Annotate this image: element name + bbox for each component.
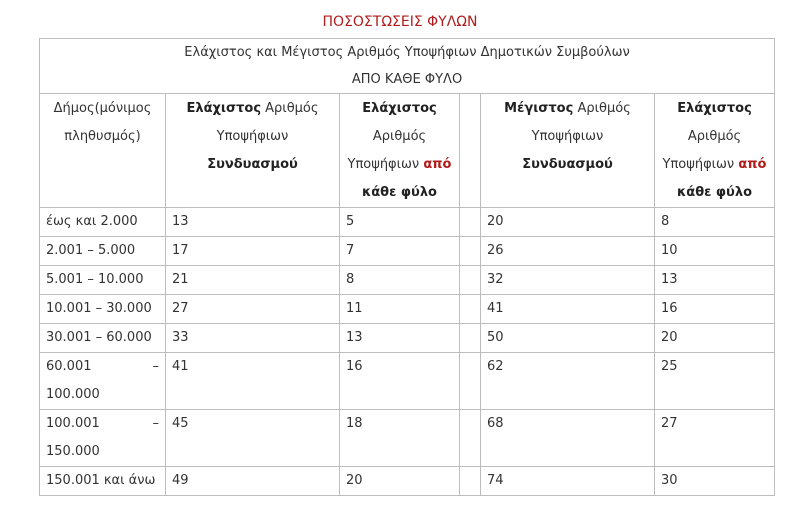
cell-population: 2.001 – 5.000 — [40, 237, 166, 266]
header-min-combo: Ελάχιστος Αριθμός Υποψήφιων Συνδυασμού — [166, 94, 340, 208]
table-row — [40, 324, 775, 353]
cell-max-combo: 20 — [481, 208, 655, 237]
cell-separator — [460, 410, 481, 467]
cell-min-gender: 11 — [340, 295, 460, 324]
cell-min-combo: 49 — [166, 467, 340, 496]
cell-min2-gender: 8 — [655, 208, 775, 237]
table-row — [40, 237, 775, 266]
cell-min-combo: 21 — [166, 266, 340, 295]
header-max-combo: Μέγιστος Αριθμός Υποψήφιων Συνδυασμού — [481, 94, 655, 208]
cell-min2-gender: 13 — [655, 266, 775, 295]
table-row — [40, 208, 775, 237]
cell-min-combo: 45 — [166, 410, 340, 467]
cell-population: έως και 2.000 — [40, 208, 166, 237]
cell-min2-gender: 30 — [655, 467, 775, 496]
cell-min-gender: 7 — [340, 237, 460, 266]
table-row — [40, 266, 775, 295]
table-row — [40, 295, 775, 324]
cell-min2-gender: 27 — [655, 410, 775, 467]
cell-max-combo: 41 — [481, 295, 655, 324]
cell-separator — [460, 208, 481, 237]
cell-min-combo: 27 — [166, 295, 340, 324]
cell-min-gender: 18 — [340, 410, 460, 467]
cell-separator — [460, 266, 481, 295]
page-title: ΠΟΣΟΣΤΩΣΕΙΣ ΦΥΛΩΝ — [322, 14, 478, 30]
table-row — [40, 353, 775, 410]
cell-population: 30.001 – 60.000 — [40, 324, 166, 353]
cell-population: 100.001 – 150.000 — [40, 410, 166, 467]
cell-max-combo: 68 — [481, 410, 655, 467]
header-min-gender: Ελάχιστος Αριθμός Υποψήφιων από κάθε φύλο — [340, 94, 460, 208]
cell-min-combo: 41 — [166, 353, 340, 410]
cell-population: 60.001 – 100.000 — [40, 353, 166, 410]
cell-max-combo: 32 — [481, 266, 655, 295]
header-min2-gender: Ελάχιστος Αριθμός Υποψήφιων από κάθε φύλο — [655, 94, 775, 208]
cell-max-combo: 26 — [481, 237, 655, 266]
cell-separator — [460, 295, 481, 324]
cell-min2-gender: 25 — [655, 353, 775, 410]
cell-population: 10.001 – 30.000 — [40, 295, 166, 324]
cell-separator — [460, 237, 481, 266]
cell-min2-gender: 20 — [655, 324, 775, 353]
caption-line-1: Ελάχιστος και Μέγιστος Αριθμός Υποψήφιων Δημοτικών Συμβούλων — [184, 45, 630, 60]
cell-max-combo: 50 — [481, 324, 655, 353]
cell-max-combo: 74 — [481, 467, 655, 496]
table-row — [40, 467, 775, 496]
cell-separator — [460, 353, 481, 410]
cell-min-gender: 8 — [340, 266, 460, 295]
candidates-table — [39, 38, 775, 496]
cell-min-gender: 20 — [340, 467, 460, 496]
cell-separator — [460, 324, 481, 353]
header-separator — [460, 94, 481, 208]
table-row — [40, 410, 775, 467]
cell-min2-gender: 10 — [655, 237, 775, 266]
cell-population: 150.001 και άνω — [40, 467, 166, 496]
header-population: Δήμος(μόνιμος πληθυσμός) — [40, 94, 166, 208]
cell-min-gender: 13 — [340, 324, 460, 353]
cell-max-combo: 62 — [481, 353, 655, 410]
cell-min-combo: 13 — [166, 208, 340, 237]
cell-min-gender: 5 — [340, 208, 460, 237]
cell-population: 5.001 – 10.000 — [40, 266, 166, 295]
cell-separator — [460, 467, 481, 496]
header-row — [40, 94, 775, 208]
cell-min-combo: 33 — [166, 324, 340, 353]
cell-min2-gender: 16 — [655, 295, 775, 324]
cell-min-gender: 16 — [340, 353, 460, 410]
caption-line-2: ΑΠΟ ΚΑΘΕ ΦΥΛΟ — [351, 72, 463, 87]
cell-min-combo: 17 — [166, 237, 340, 266]
table-caption — [40, 39, 775, 94]
